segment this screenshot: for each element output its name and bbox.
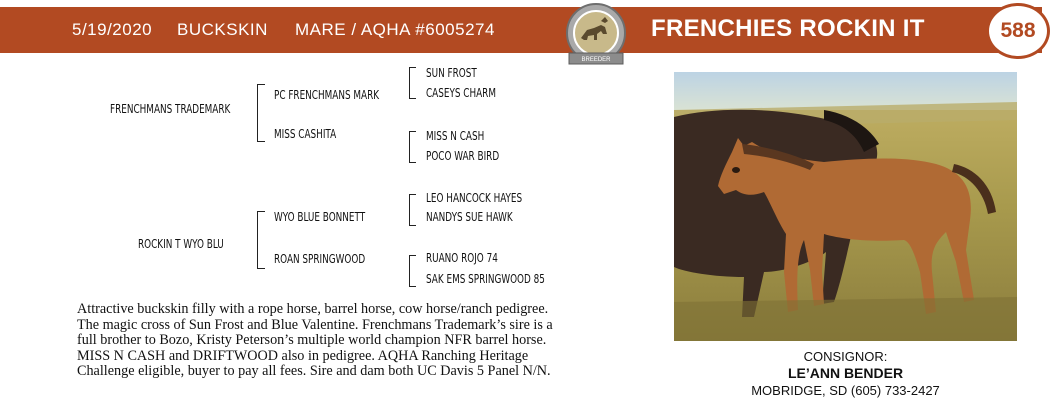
pedigree-bracket <box>409 194 410 226</box>
description-line: Attractive buckskin filly with a rope horse, barrel horse, cow horse/ranch pedigree. <box>77 301 549 317</box>
pedigree-bracket <box>257 211 258 269</box>
pedigree-sss: SUN FROST <box>426 66 477 80</box>
horse-photo <box>674 72 1017 341</box>
pedigree-dam-sire: WYO BLUE BONNETT <box>274 210 366 224</box>
consignor-name: LE’ANN BENDER <box>787 365 904 381</box>
pedigree-sire-sire: PC FRENCHMANS MARK <box>274 88 380 102</box>
sale-date: 5/19/2020 <box>72 20 153 39</box>
pedigree-sire: FRENCHMANS TRADEMARK <box>110 102 231 116</box>
pedigree-bracket <box>409 67 410 99</box>
description-line: full brother to Bozo, Kristy Peterson’s multiple world champion NFR barrel horse. <box>77 332 547 348</box>
lot-number: 588 <box>1000 19 1036 42</box>
description <box>77 302 662 380</box>
lot-number-badge <box>986 3 1050 59</box>
pedigree-sdd: POCO WAR BIRD <box>426 149 500 163</box>
pedigree-ddd: SAK EMS SPRINGWOOD 85 <box>426 272 545 286</box>
consignor-label: CONSIGNOR: <box>803 349 888 364</box>
description-line: Challenge eligible, buyer to pay all fees. Sire and dam both UC Davis 5 Panel N/N. <box>77 363 551 379</box>
pedigree-dsd: NANDYS SUE HAWK <box>426 210 513 224</box>
pedigree-ssd: CASEYS CHARM <box>426 86 496 100</box>
horse-name: FRENCHIES ROCKIN IT <box>651 15 925 42</box>
description-line: The magic cross of Sun Frost and Blue Valentine. Frenchmans Trademark’s sire is a <box>77 316 553 333</box>
sex-registration: MARE / AQHA #6005274 <box>295 20 495 39</box>
pedigree-sire-dam: MISS CASHITA <box>274 127 337 141</box>
pedigree-dss: LEO HANCOCK HAYES <box>426 191 523 205</box>
description-line: MISS N CASH and DRIFTWOOD also in pedigree. AQHA Ranching Heritage <box>77 347 529 364</box>
pedigree-sds: MISS N CASH <box>426 129 485 143</box>
ranching-heritage-seal-logo <box>563 3 629 69</box>
pedigree-dds: RUANO ROJO 74 <box>426 251 498 265</box>
pedigree-dam: ROCKIN T WYO BLU <box>138 237 224 251</box>
pedigree-dam-dam: ROAN SPRINGWOOD <box>274 252 366 266</box>
svg-text:BREEDER: BREEDER <box>581 57 611 63</box>
pedigree-bracket <box>409 131 410 163</box>
consignor-location-phone: MOBRIDGE, SD (605) 733-2427 <box>751 383 940 398</box>
pedigree-bracket <box>409 255 410 287</box>
pedigree-bracket <box>257 84 258 142</box>
horse-color: BUCKSKIN <box>177 20 268 39</box>
